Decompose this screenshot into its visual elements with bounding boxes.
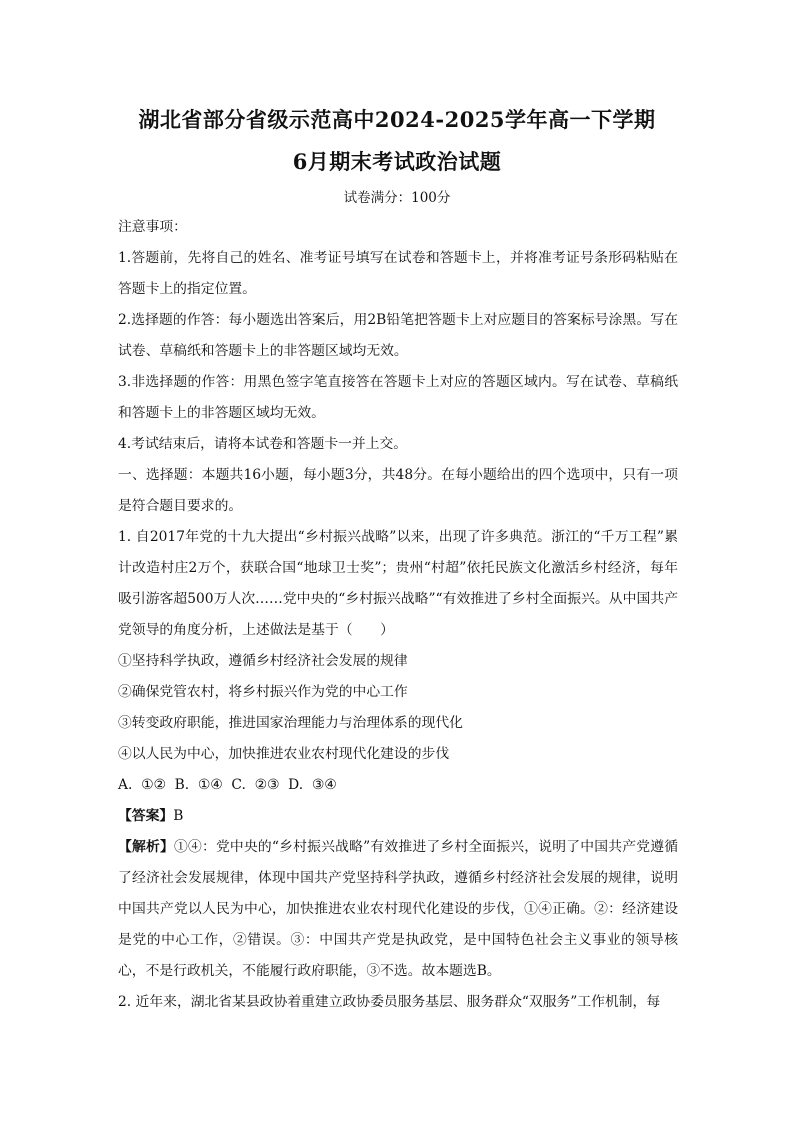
document-body [118, 212, 678, 1018]
section-heading: 一、选择题：本题共16小题，每小题3分，共48分。在每小题给出的四个选项中，只有一项是符合题目要求的。 [118, 467, 678, 514]
question-1-answer [118, 801, 678, 832]
notice-heading: 注意事项： [118, 219, 187, 235]
question-1-option-2: ②确保党管农村，将乡村振兴作为党的中心工作 [118, 684, 408, 700]
document-title-line1: 湖北省部分省级示范高中2024-2025学年高一下学期 [138, 107, 656, 132]
question-1-choices: A. ①② B. ①④ C. ②③ D. ③④ [118, 777, 337, 793]
answer-value: B [173, 808, 184, 824]
notice-item-3: 3.非选择题的作答：用黑色签字笔直接答在答题卡上对应的答题区域内。写在试卷、草稿纸和答题卡上的非答题区域均无效。 [118, 374, 678, 421]
question-2-stem: 2. 近年来，湖北省某县政协着重建立政协委员服务基层、服务群众“双服务”工作机制，每 [118, 994, 661, 1010]
notice-item-2: 2.选择题的作答：每小题选出答案后，用2B铅笔把答题卡上对应题目的答案标号涂黑。写在试卷、草稿纸和答题卡上的非答题区域均无效。 [118, 312, 678, 359]
question-1-option-1: ①坚持科学执政，遵循乡村经济社会发展的规律 [118, 653, 408, 669]
analysis-text: ①④：党中央的“乡村振兴战略”有效推进了乡村全面振兴，说明了中国共产党遵循了经济社会发展规律，体现中国共产党坚持科学执政，遵循乡村经济社会发展的规律，说明中国共产党以人民为中心，加快推进农业农村现代化建设的步伐，①④正确。②：经济建设是党的中心工作，②错误。③：中国共产党是执政党，是中国特色社会主义事业的领导核心，不是行政机关，不能履行政府职能，③不选。故本题选B。 [118, 839, 678, 979]
score-note: 试卷满分：100分 [343, 190, 451, 206]
analysis-label: 【解析】 [118, 839, 174, 855]
question-1-option-4: ④以人民为中心，加快推进农业农村现代化建设的步伐 [118, 746, 450, 762]
question-1-analysis [118, 832, 678, 987]
answer-label: 【答案】 [118, 808, 174, 824]
question-1-option-3: ③转变政府职能，推进国家治理能力与治理体系的现代化 [118, 715, 463, 731]
question-1-stem: 1. 自2017年党的十九大提出“乡村振兴战略”以来，出现了许多典范。浙江的“千万工程”累计改造村庄2万个，获联合国“地球卫士奖”；贵州“村超”依托民族文化激活乡村经济，每年吸引游客超500万人次……党中央的“乡村振兴战略”“有效推进了乡村全面振兴。从中国共产党领导的角度分析，上述做法是基于（ ） [118, 529, 678, 638]
notice-item-1: 1.答题前，先将自己的姓名、准考证号填写在试卷和答题卡上，并将准考证号条形码粘贴在答题卡上的指定位置。 [118, 250, 678, 297]
document-title-line2: 6月期末考试政治试题 [292, 149, 502, 174]
notice-item-4: 4.考试结束后，请将本试卷和答题卡一并上交。 [118, 436, 408, 452]
